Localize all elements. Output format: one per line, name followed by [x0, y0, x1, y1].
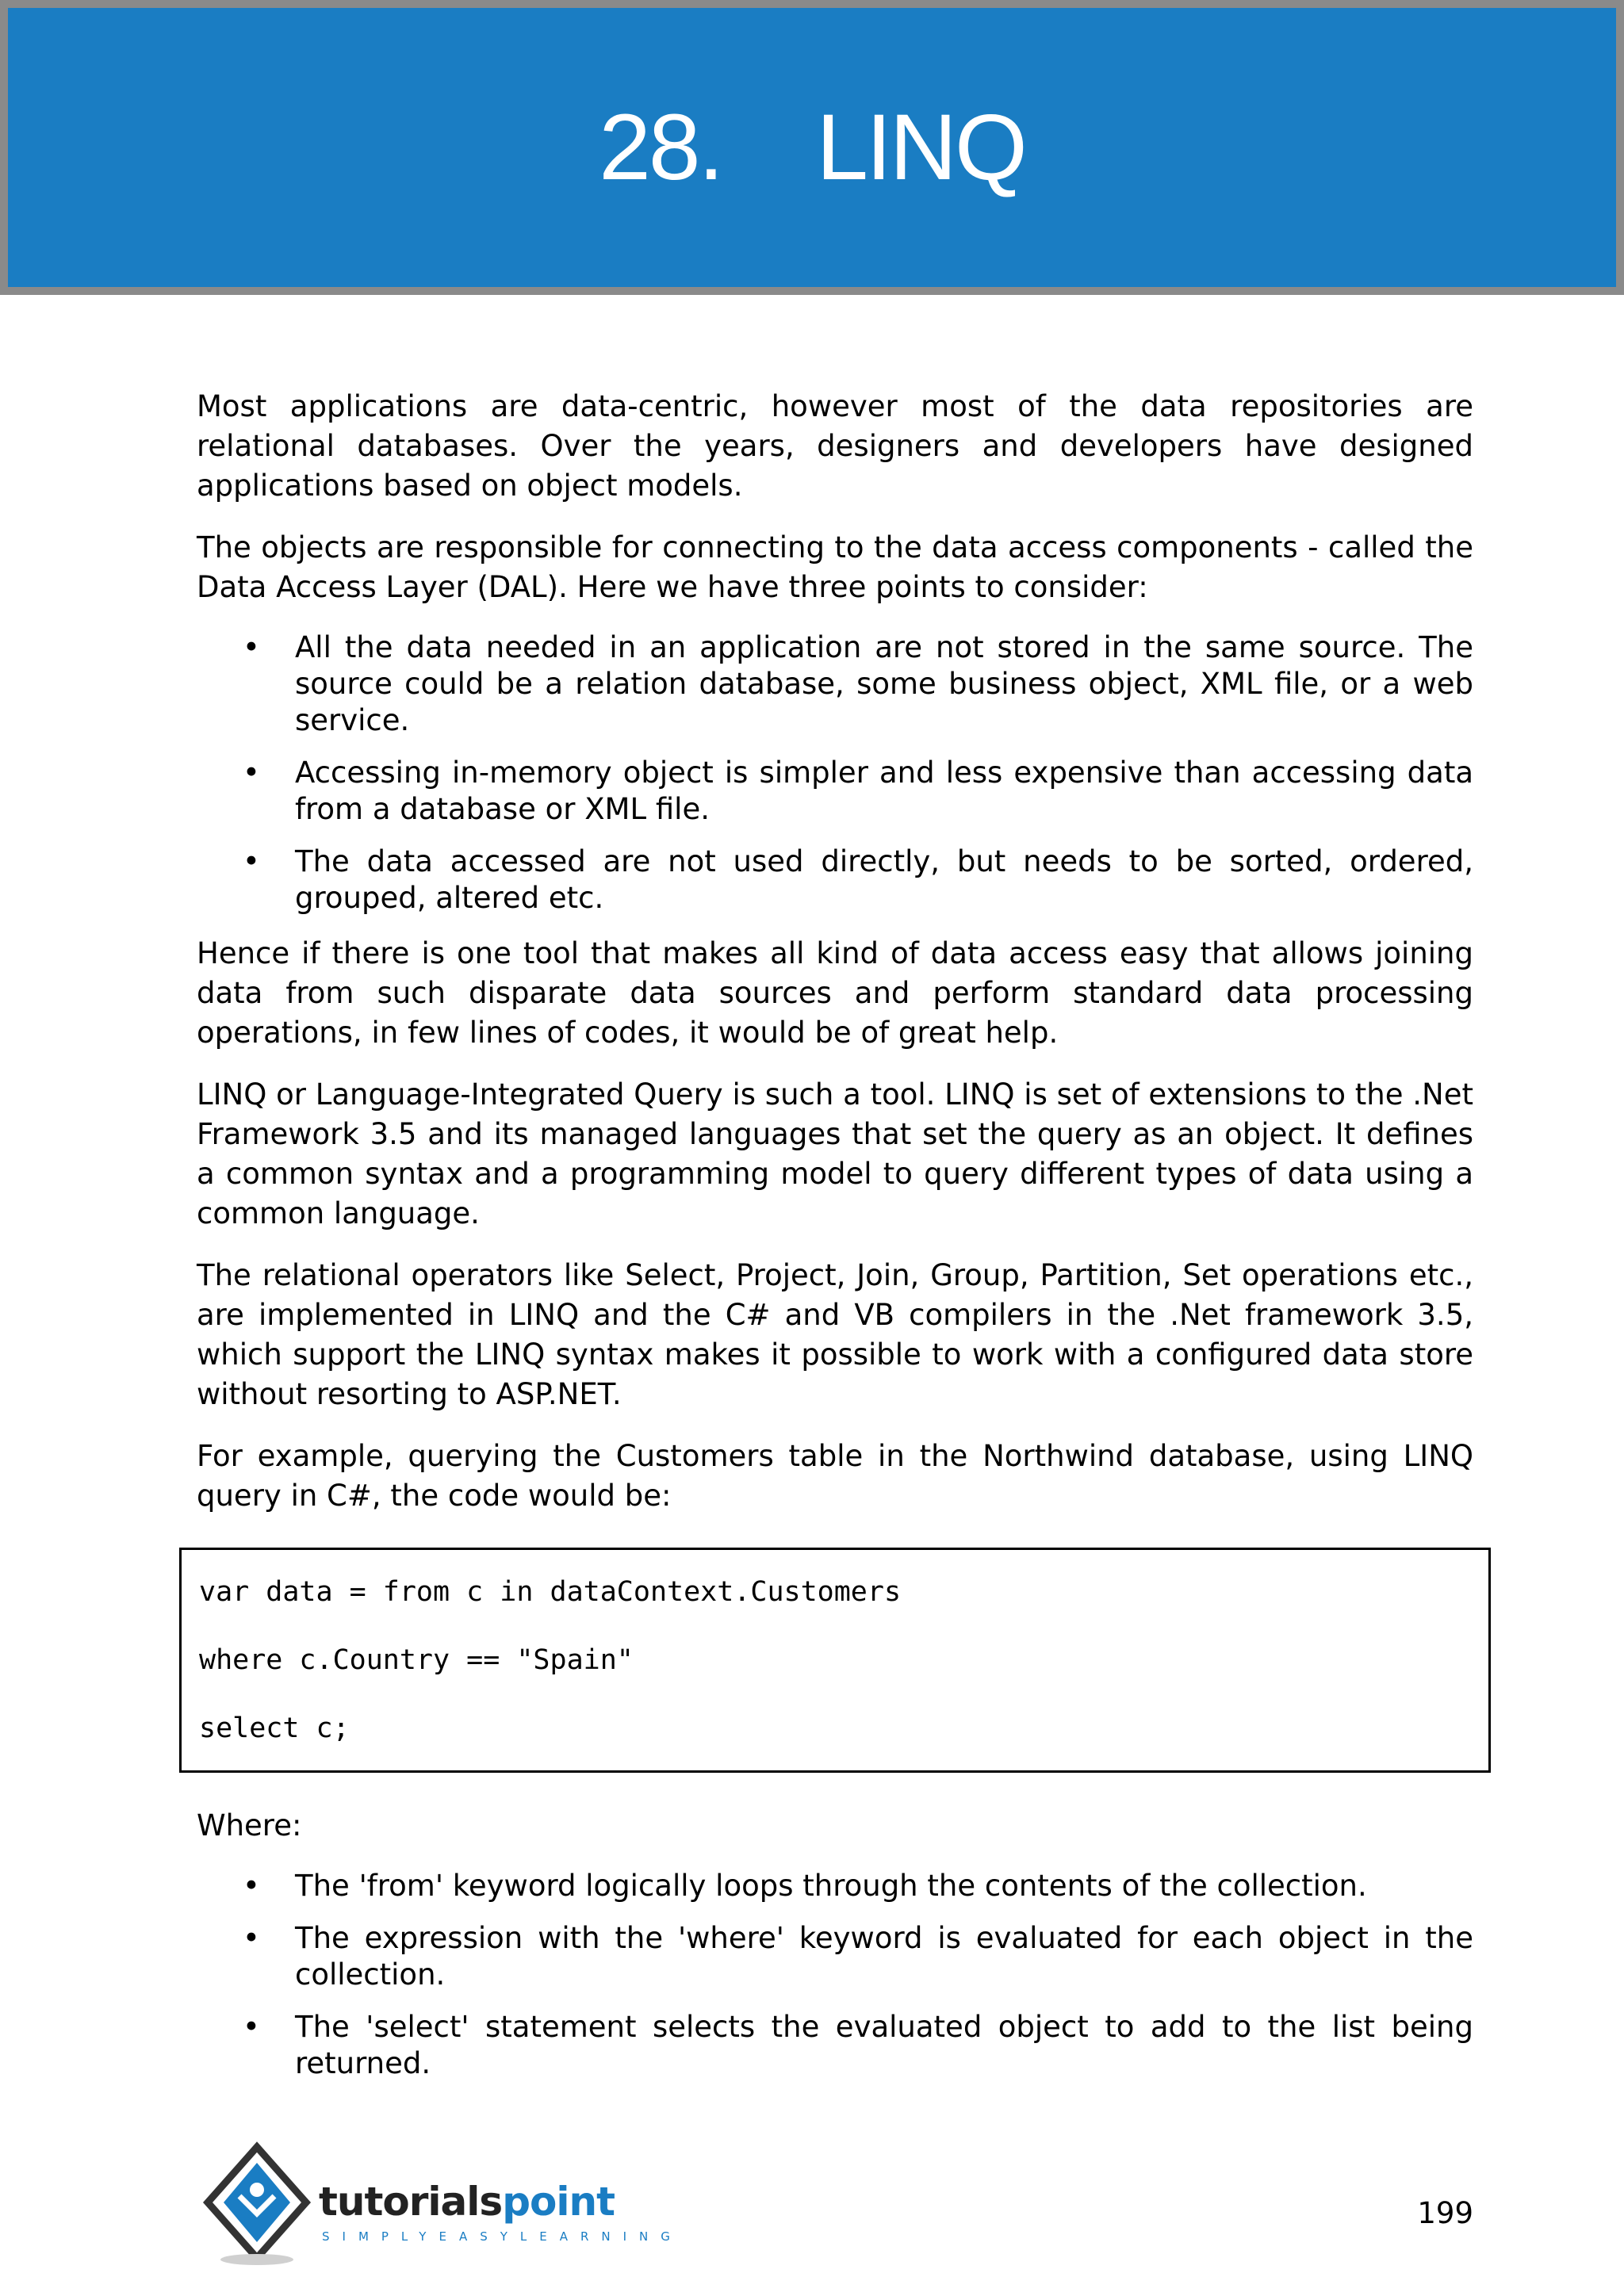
chapter-banner-inner: [8, 8, 1616, 287]
logo-tagline: SIMPLYEASYLEARNING: [322, 2229, 683, 2244]
page-number: 199: [1417, 2196, 1473, 2230]
paragraph: For example, querying the Customers table in the Northwind database, using LINQ query in C#, the code would be:: [197, 1439, 1473, 1513]
paragraph: LINQ or Language-Integrated Query is such a tool. LINQ is set of extensions to the .Net Framework 3.5 and its managed languages that set the query as an object. It defines a common syntax and a programming model to query different types of data using a common language.: [197, 1077, 1473, 1230]
paragraph: Most applications are data-centric, however most of the data repositories are relational databases. Over the years, designers and developers have designed applications based on object models.: [197, 389, 1473, 503]
where-label: Where:: [197, 1808, 302, 1843]
list-item: • The 'select' statement selects the evaluated object to add to the list being returned.: [295, 2009, 1473, 2082]
code-line: where c.Country == "Spain": [199, 1644, 634, 1676]
paragraph: The relational operators like Select, Project, Join, Group, Partition, Set operations etc., are implemented in LINQ and the C# and VB compilers in the .Net framework 3.5, which support the LINQ syntax makes it possible to work with a configured data store without resorting to ASP.NET.: [197, 1258, 1473, 1411]
code-block: [179, 1548, 1491, 1773]
list-item: • The data accessed are not used directly, but needs to be sorted, ordered, grouped, altered etc.: [295, 844, 1473, 916]
paragraph: Hence if there is one tool that makes all kind of data access easy that allows joining data from such disparate data sources and perform standard data processing operations, in few lines of codes, it would be of great help.: [197, 936, 1473, 1050]
tutorialspoint-logo: [201, 2141, 683, 2267]
code-line: select c;: [199, 1712, 350, 1744]
logo-word-part2: point: [502, 2179, 615, 2225]
code-line: var data = from c in dataContext.Customers: [199, 1576, 902, 1608]
page-content: [197, 387, 1473, 2099]
chapter-title: 28. LINQ: [599, 95, 1025, 200]
list-item: • The 'from' keyword logically loops through the contents of the collection.: [295, 1868, 1473, 1904]
where-list: [197, 1868, 1473, 2082]
list-item: • Accessing in-memory object is simpler and less expensive than accessing data from a database or XML file.: [295, 755, 1473, 828]
logo-diamond-icon: [201, 2141, 312, 2267]
considerations-list: [197, 629, 1473, 916]
list-item: • The expression with the 'where' keyword is evaluated for each object in the collection.: [295, 1920, 1473, 1993]
list-item: • All the data needed in an application are not stored in the same source. The source could be a relation database, some business object, XML file, or a web service.: [295, 629, 1473, 739]
logo-word-part1: tutorials: [319, 2179, 503, 2225]
chapter-banner: [0, 0, 1624, 295]
logo-wordmark: [319, 2179, 615, 2225]
paragraph: The objects are responsible for connecting to the data access components - called the Data Access Layer (DAL). Here we have three points to consider:: [197, 530, 1473, 604]
